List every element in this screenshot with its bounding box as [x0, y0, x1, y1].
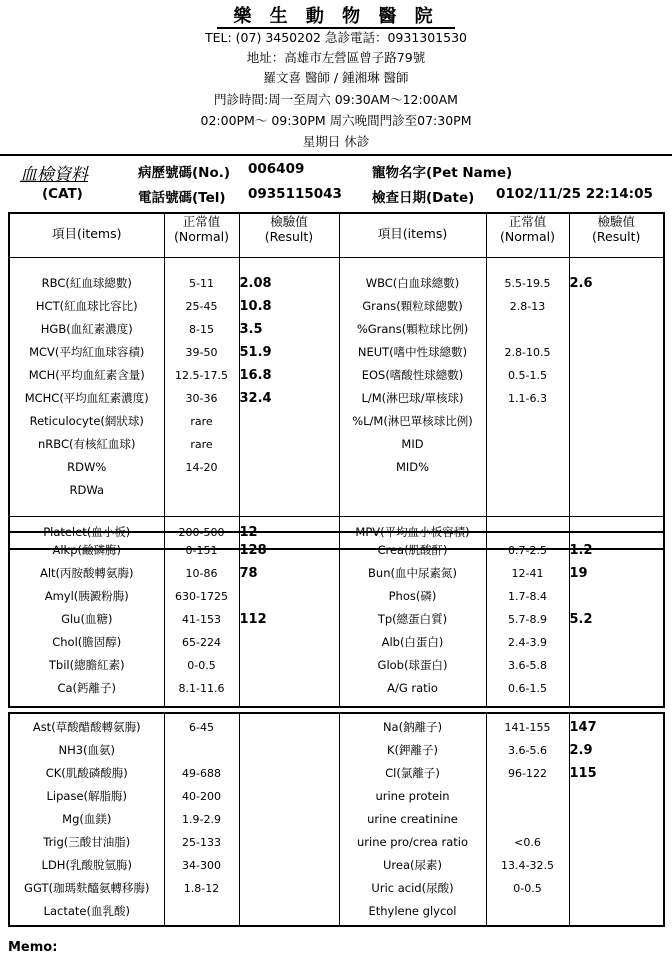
right-normal-range — [486, 410, 569, 433]
clinic-doctors: 羅文喜 醫師 / 鍾湘琳 醫師 — [263, 70, 409, 85]
right-item: Crea(肌酸酐) — [339, 532, 486, 562]
left-result-value: 10.8 — [239, 295, 339, 318]
right-result-value — [569, 387, 664, 410]
right-item: Bun(血中尿素氮) — [339, 562, 486, 585]
left-item: Glu(血糖) — [9, 608, 164, 631]
right-result-value — [569, 318, 664, 341]
right-normal-range — [486, 456, 569, 479]
left-result-value — [239, 479, 339, 517]
left-result-value: 112 — [239, 608, 339, 631]
table-row — [9, 654, 664, 677]
right-normal-range — [486, 785, 569, 808]
left-item: HGB(血紅素濃度) — [9, 318, 164, 341]
right-normal-range: 5.5-19.5 — [486, 257, 569, 295]
right-normal-range — [486, 433, 569, 456]
left-normal-range: rare — [164, 410, 239, 433]
right-item: Tp(總蛋白質) — [339, 608, 486, 631]
memo-label: Memo: — [8, 940, 58, 955]
col-normal-right: 正常值 (Normal) — [486, 213, 569, 257]
table-row — [9, 677, 664, 707]
right-item: MPV(平均血小板容積) — [339, 516, 486, 549]
right-item: Alb(白蛋白) — [339, 631, 486, 654]
right-result-value — [569, 854, 664, 877]
right-result-value — [569, 831, 664, 854]
right-normal-range: 2.4-3.9 — [486, 631, 569, 654]
right-item: urine creatinine — [339, 808, 486, 831]
clinic-phone: TEL: (07) 3450202 急診電話：0931301530 — [205, 30, 467, 45]
left-result-value — [239, 585, 339, 608]
left-item: MCH(平均血紅素含量) — [9, 364, 164, 387]
table-row — [9, 762, 664, 785]
table-row — [9, 410, 664, 433]
left-item: LDH(乳酸脫氫脢) — [9, 854, 164, 877]
left-item: Lactate(血乳酸) — [9, 900, 164, 926]
right-item: A/G ratio — [339, 677, 486, 707]
right-result-value — [569, 900, 664, 926]
right-result-value — [569, 295, 664, 318]
left-result-value — [239, 713, 339, 739]
left-normal-range: rare — [164, 433, 239, 456]
right-normal-range: <0.6 — [486, 831, 569, 854]
left-normal-range: 8.1-11.6 — [164, 677, 239, 707]
results-table-electrolytes — [8, 712, 665, 927]
right-normal-range: 1.1-6.3 — [486, 387, 569, 410]
right-normal-range: 13.4-32.5 — [486, 854, 569, 877]
right-normal-range: 141-155 — [486, 713, 569, 739]
case-number-value: 006409 — [248, 161, 305, 177]
table-row — [9, 631, 664, 654]
header-divider — [0, 154, 672, 156]
left-item: Platelet(血小板) — [9, 516, 164, 549]
right-item: urine pro/crea ratio — [339, 831, 486, 854]
results-table-cbc — [8, 212, 665, 550]
left-result-value: 12 — [239, 516, 339, 549]
date-value: 0102/11/25 22:14:05 — [496, 186, 653, 202]
left-item: Alt(丙胺酸轉氨脢) — [9, 562, 164, 585]
left-normal-range: 41-153 — [164, 608, 239, 631]
left-result-value — [239, 831, 339, 854]
right-result-value — [569, 631, 664, 654]
date-label: 檢查日期(Date) — [372, 190, 475, 206]
table-row — [9, 532, 664, 562]
left-normal-range: 630-1725 — [164, 585, 239, 608]
left-result-value — [239, 654, 339, 677]
left-result-value: 51.9 — [239, 341, 339, 364]
table-row — [9, 387, 664, 410]
tel-label: 電話號碼(Tel) — [138, 190, 226, 206]
left-item: NH3(血氨) — [9, 739, 164, 762]
left-normal-range: 25-133 — [164, 831, 239, 854]
left-result-value — [239, 739, 339, 762]
right-result-value — [569, 433, 664, 456]
right-normal-range: 0-0.5 — [486, 877, 569, 900]
left-item: Trig(三酸甘油脂) — [9, 831, 164, 854]
right-result-value — [569, 456, 664, 479]
right-result-value — [569, 410, 664, 433]
left-normal-range: 5-11 — [164, 257, 239, 295]
left-result-value — [239, 631, 339, 654]
right-item: Urea(尿素) — [339, 854, 486, 877]
left-normal-range: 12.5-17.5 — [164, 364, 239, 387]
left-normal-range: 14-20 — [164, 456, 239, 479]
table-row — [9, 608, 664, 631]
col-result: 檢驗值 (Result) — [239, 213, 339, 257]
right-item: MID% — [339, 456, 486, 479]
right-normal-range: 2.8-13 — [486, 295, 569, 318]
left-item: Ca(鈣離子) — [9, 677, 164, 707]
right-result-value — [569, 808, 664, 831]
right-item: Glob(球蛋白) — [339, 654, 486, 677]
table-row — [9, 785, 664, 808]
left-item: CK(肌酸磷酸脢) — [9, 762, 164, 785]
left-item: HCT(紅血球比容比) — [9, 295, 164, 318]
right-result-value — [569, 364, 664, 387]
left-item: Amyl(胰澱粉脢) — [9, 585, 164, 608]
left-result-value — [239, 808, 339, 831]
left-item: RBC(紅血球總數) — [9, 257, 164, 295]
left-result-value — [239, 785, 339, 808]
clinic-hours-3: 星期日 休診 — [302, 134, 370, 149]
left-item: Reticulocyte(網狀球) — [9, 410, 164, 433]
col-item-right: 項目(items) — [339, 213, 486, 257]
right-result-value: 147 — [569, 713, 664, 739]
left-result-value — [239, 854, 339, 877]
species-label: (CAT) — [42, 186, 83, 202]
left-normal-range: 200-500 — [164, 516, 239, 549]
case-number-label: 病歷號碼(No.) — [138, 165, 231, 181]
left-item: Alkp(鹼磷脢) — [9, 532, 164, 562]
left-item: Ast(草酸醋酸轉氨脢) — [9, 713, 164, 739]
right-item: urine protein — [339, 785, 486, 808]
right-normal-range — [486, 900, 569, 926]
table-row — [9, 900, 664, 926]
left-result-value — [239, 762, 339, 785]
right-normal-range: 0.7-2.5 — [486, 532, 569, 562]
table-row — [9, 257, 664, 295]
left-item: MCHC(平均血紅素濃度) — [9, 387, 164, 410]
right-normal-range: 0.5-1.5 — [486, 364, 569, 387]
table-row — [9, 713, 664, 739]
column-header-row — [9, 213, 664, 257]
table-row — [9, 479, 664, 517]
right-normal-range: 3.6-5.6 — [486, 739, 569, 762]
left-normal-range: 8-15 — [164, 318, 239, 341]
right-normal-range: 5.7-8.9 — [486, 608, 569, 631]
right-normal-range: 0.6-1.5 — [486, 677, 569, 707]
right-item: %Grans(顆粒球比例) — [339, 318, 486, 341]
left-normal-range: 1.9-2.9 — [164, 808, 239, 831]
left-result-value: 78 — [239, 562, 339, 585]
left-item: Mg(血鎂) — [9, 808, 164, 831]
right-normal-range — [486, 318, 569, 341]
left-item: nRBC(有核紅血球) — [9, 433, 164, 456]
table-row — [9, 831, 664, 854]
left-result-value — [239, 877, 339, 900]
right-normal-range — [486, 479, 569, 517]
record-title: 血檢資料 — [20, 165, 88, 185]
left-item: Chol(膽固醇) — [9, 631, 164, 654]
left-normal-range: 6-45 — [164, 713, 239, 739]
table-row — [9, 295, 664, 318]
left-result-value: 32.4 — [239, 387, 339, 410]
table-row — [9, 341, 664, 364]
left-normal-range — [164, 900, 239, 926]
right-result-value — [569, 341, 664, 364]
tel-value: 0935115043 — [248, 186, 342, 202]
left-normal-range: 49-688 — [164, 762, 239, 785]
right-result-value — [569, 479, 664, 517]
right-item: WBC(白血球總數) — [339, 257, 486, 295]
table-row — [9, 877, 664, 900]
clinic-address: 地址：高雄市左營區曾子路79號 — [246, 50, 426, 65]
right-item: L/M(淋巴球/單核球) — [339, 387, 486, 410]
right-result-value — [569, 654, 664, 677]
left-item: Tbil(總膽紅素) — [9, 654, 164, 677]
right-item — [339, 479, 486, 517]
left-result-value: 3.5 — [239, 318, 339, 341]
right-item: K(鉀離子) — [339, 739, 486, 762]
table-row — [9, 739, 664, 762]
right-item: Grans(顆粒球總數) — [339, 295, 486, 318]
pet-name-label: 寵物名字(Pet Name) — [372, 165, 513, 181]
right-normal-range: 2.8-10.5 — [486, 341, 569, 364]
left-normal-range: 65-224 — [164, 631, 239, 654]
right-normal-range: 3.6-5.8 — [486, 654, 569, 677]
right-result-value: 19 — [569, 562, 664, 585]
right-normal-range: 12-41 — [486, 562, 569, 585]
right-result-value: 5.2 — [569, 608, 664, 631]
col-result-right: 檢驗值 (Result) — [569, 213, 664, 257]
left-normal-range — [164, 479, 239, 517]
left-normal-range: 10-86 — [164, 562, 239, 585]
left-item: GGT(珈瑪麩醯氨轉移脢) — [9, 877, 164, 900]
right-item: Ethylene glycol — [339, 900, 486, 926]
left-result-value — [239, 900, 339, 926]
right-result-value — [569, 585, 664, 608]
right-item: EOS(嗜酸性球總數) — [339, 364, 486, 387]
left-normal-range — [164, 739, 239, 762]
left-result-value — [239, 410, 339, 433]
table-row — [9, 854, 664, 877]
right-result-value: 1.2 — [569, 532, 664, 562]
left-normal-range: 39-50 — [164, 341, 239, 364]
right-item: Cl(氯離子) — [339, 762, 486, 785]
right-result-value: 2.9 — [569, 739, 664, 762]
right-item: MID — [339, 433, 486, 456]
left-item: Lipase(解脂脢) — [9, 785, 164, 808]
left-normal-range: 40-200 — [164, 785, 239, 808]
right-normal-range — [486, 808, 569, 831]
clinic-name: 樂 生 動 物 醫 院 — [0, 2, 672, 28]
right-result-value — [569, 785, 664, 808]
left-normal-range: 1.8-12 — [164, 877, 239, 900]
left-normal-range: 0-0.5 — [164, 654, 239, 677]
left-item: RDW% — [9, 456, 164, 479]
right-result-value: 2.6 — [569, 257, 664, 295]
left-result-value — [239, 677, 339, 707]
left-normal-range: 25-45 — [164, 295, 239, 318]
left-result-value: 128 — [239, 532, 339, 562]
left-item: MCV(平均紅血球容積) — [9, 341, 164, 364]
left-normal-range: 30-36 — [164, 387, 239, 410]
right-normal-range: 96-122 — [486, 762, 569, 785]
clinic-hours-1: 門診時間:周一至周六 09:30AM～12:00AM — [214, 92, 458, 107]
right-item: Phos(磷) — [339, 585, 486, 608]
table-row — [9, 456, 664, 479]
right-result-value — [569, 877, 664, 900]
left-result-value: 16.8 — [239, 364, 339, 387]
table-row — [9, 585, 664, 608]
table-row — [9, 364, 664, 387]
left-result-value — [239, 433, 339, 456]
right-item: NEUT(嗜中性球總數) — [339, 341, 486, 364]
left-item: RDWa — [9, 479, 164, 517]
left-normal-range: 34-300 — [164, 854, 239, 877]
right-item: Na(鈉離子) — [339, 713, 486, 739]
right-result-value — [569, 677, 664, 707]
col-normal: 正常值 (Normal) — [164, 213, 239, 257]
table-row — [9, 433, 664, 456]
results-table-chemistry — [8, 531, 665, 708]
table-row — [9, 318, 664, 341]
left-result-value: 2.08 — [239, 257, 339, 295]
right-item: Uric acid(尿酸) — [339, 877, 486, 900]
col-item: 項目(items) — [9, 213, 164, 257]
left-normal-range: 0-151 — [164, 532, 239, 562]
left-result-value — [239, 456, 339, 479]
table-row — [9, 808, 664, 831]
right-result-value: 115 — [569, 762, 664, 785]
clinic-hours-2: 02:00PM～ 09:30PM 周六晚間門診至07:30PM — [200, 113, 472, 128]
right-item: %L/M(淋巴單核球比例) — [339, 410, 486, 433]
table-row — [9, 562, 664, 585]
right-normal-range: 1.7-8.4 — [486, 585, 569, 608]
